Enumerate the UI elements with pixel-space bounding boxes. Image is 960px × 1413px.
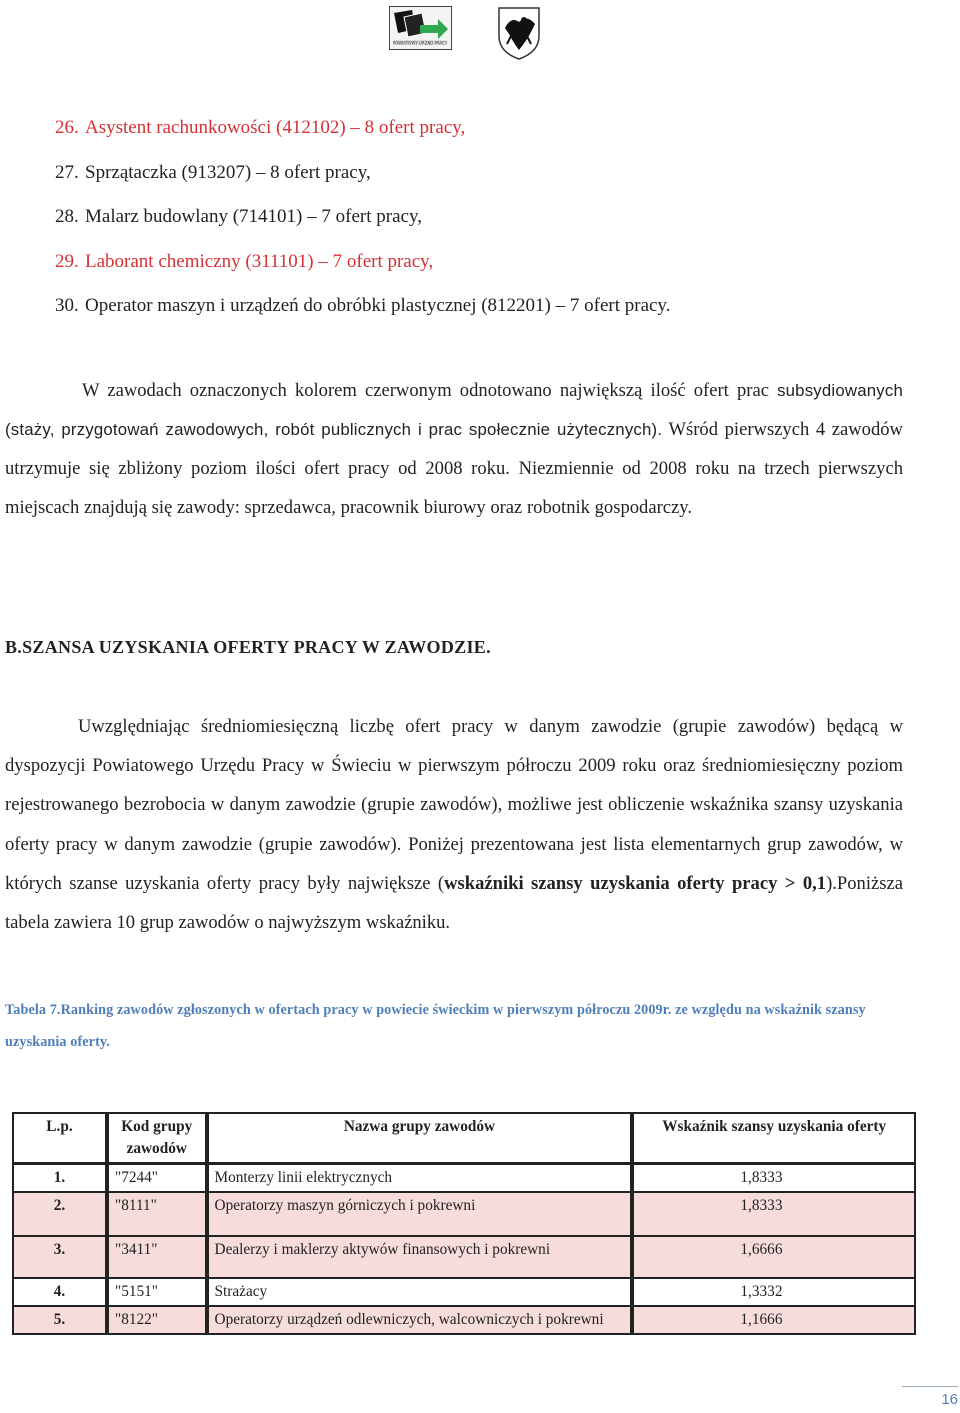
- cell-wskaznik: 1,1666: [632, 1307, 916, 1335]
- header-wskaznik: Wskaźnik szansy uzyskania oferty: [632, 1112, 916, 1165]
- cell-lp: 1.: [12, 1165, 107, 1193]
- list-item: 26. Asystent rachunkowości (412102) – 8 ofert pracy,: [55, 117, 466, 138]
- cell-wskaznik: 1,8333: [632, 1165, 916, 1193]
- cell-nazwa: Monterzy linii elektrycznych: [207, 1165, 633, 1193]
- cell-wskaznik: 1,6666: [632, 1237, 916, 1279]
- cell-lp: 5.: [12, 1307, 107, 1335]
- table-row: [12, 1237, 916, 1279]
- cell-kod: "8122": [107, 1307, 207, 1335]
- paragraph-method: Uwzględniając średniomiesięczną liczbę ofert pracy w danym zawodzie (grupie zawodów) będącą w dyspozycji Powiatowego Urzędu Pracy w Świeciu w pierwszym półroczu 2009 roku oraz średniomiesięczny poziom rejestrowanego bezrobocia w danym zawodzie (grupie zawodów), możliwe jest obliczenie wskaźnika szansy uzyskania oferty pracy w danym zawodzie (grupie zawodów). Poniżej prezentowana jest lista elementarnych grup zawodów, w których szanse uzyskania oferty pracy były największe (wskaźniki szansy uzyskania oferty pracy > 0,1).Poniższa tabela zawiera 10 grup zawodów o najwyższym wskaźniku.: [5, 716, 903, 934]
- table-header-row: [12, 1112, 916, 1165]
- section-heading: B.SZANSA UZYSKANIA OFERTY PRACY W ZAWODZIE.: [5, 637, 491, 657]
- cell-nazwa: Operatorzy urządzeń odlewniczych, walcowniczych i pokrewni: [207, 1307, 633, 1335]
- cell-nazwa: Operatorzy maszyn górniczych i pokrewni: [207, 1193, 633, 1237]
- eagle-crest-logo: [497, 6, 541, 60]
- cell-nazwa: Strażacy: [207, 1279, 633, 1307]
- cell-lp: 4.: [12, 1279, 107, 1307]
- ranking-table: [12, 1112, 916, 1335]
- cell-kod: "7244": [107, 1165, 207, 1193]
- cell-kod: "5151": [107, 1279, 207, 1307]
- page-number: 16: [902, 1386, 958, 1408]
- cell-kod: "8111": [107, 1193, 207, 1237]
- table-caption: Tabela 7.Ranking zawodów zgłoszonych w ofertach pracy w powiecie świeckim w pierwszym półroczu 2009r. ze względu na wskaźnik szansy uzyskania oferty.: [5, 1002, 866, 1050]
- header-logos: [0, 6, 960, 62]
- cell-kod: "3411": [107, 1237, 207, 1279]
- table-row: [12, 1165, 916, 1193]
- logo-caption: POWIATOWY URZĄD PRACY: [392, 40, 448, 46]
- list-item: 29. Laborant chemiczny (311101) – 7 ofert pracy,: [55, 250, 434, 272]
- table-row: [12, 1279, 916, 1307]
- pup-logo: [389, 6, 452, 50]
- table-row: [12, 1193, 916, 1237]
- header-nazwa: Nazwa grupy zawodów: [207, 1112, 633, 1165]
- list-item: 27. Sprzątaczka (913207) – 8 ofert pracy,: [55, 161, 371, 183]
- list-item: 28. Malarz budowlany (714101) – 7 ofert pracy,: [55, 206, 422, 228]
- cell-nazwa: Dealerzy i maklerzy aktywów finansowych i pokrewni: [207, 1237, 633, 1279]
- header-lp: L.p.: [12, 1112, 107, 1165]
- occupation-list: [55, 106, 670, 329]
- cell-lp: 2.: [12, 1193, 107, 1237]
- cell-wskaznik: 1,3332: [632, 1279, 916, 1307]
- paragraph-summary: W zawodach oznaczonych kolorem czerwonym odnotowano największą ilość ofert prac subsydiowanych (staży, przygotowań zawodowych, robót publicznych i prac społecznie użytecznych). Wśród pierwszych 4 zawodów utrzymuje się zbliżony poziom ilości ofert pracy od 2008 roku. Niezmiennie od 2008 roku na trzech pierwszych miejscach znajdują się zawody: sprzedawca, pracownik biurowy oraz robotnik gospodarczy.: [5, 380, 903, 518]
- list-item: 30. Operator maszyn i urządzeń do obróbki plastycznej (812201) – 7 ofert pracy.: [55, 295, 671, 317]
- header-kod: Kod grupy zawodów: [107, 1112, 207, 1165]
- cell-wskaznik: 1,8333: [632, 1193, 916, 1237]
- table-row: [12, 1307, 916, 1335]
- cell-lp: 3.: [12, 1237, 107, 1279]
